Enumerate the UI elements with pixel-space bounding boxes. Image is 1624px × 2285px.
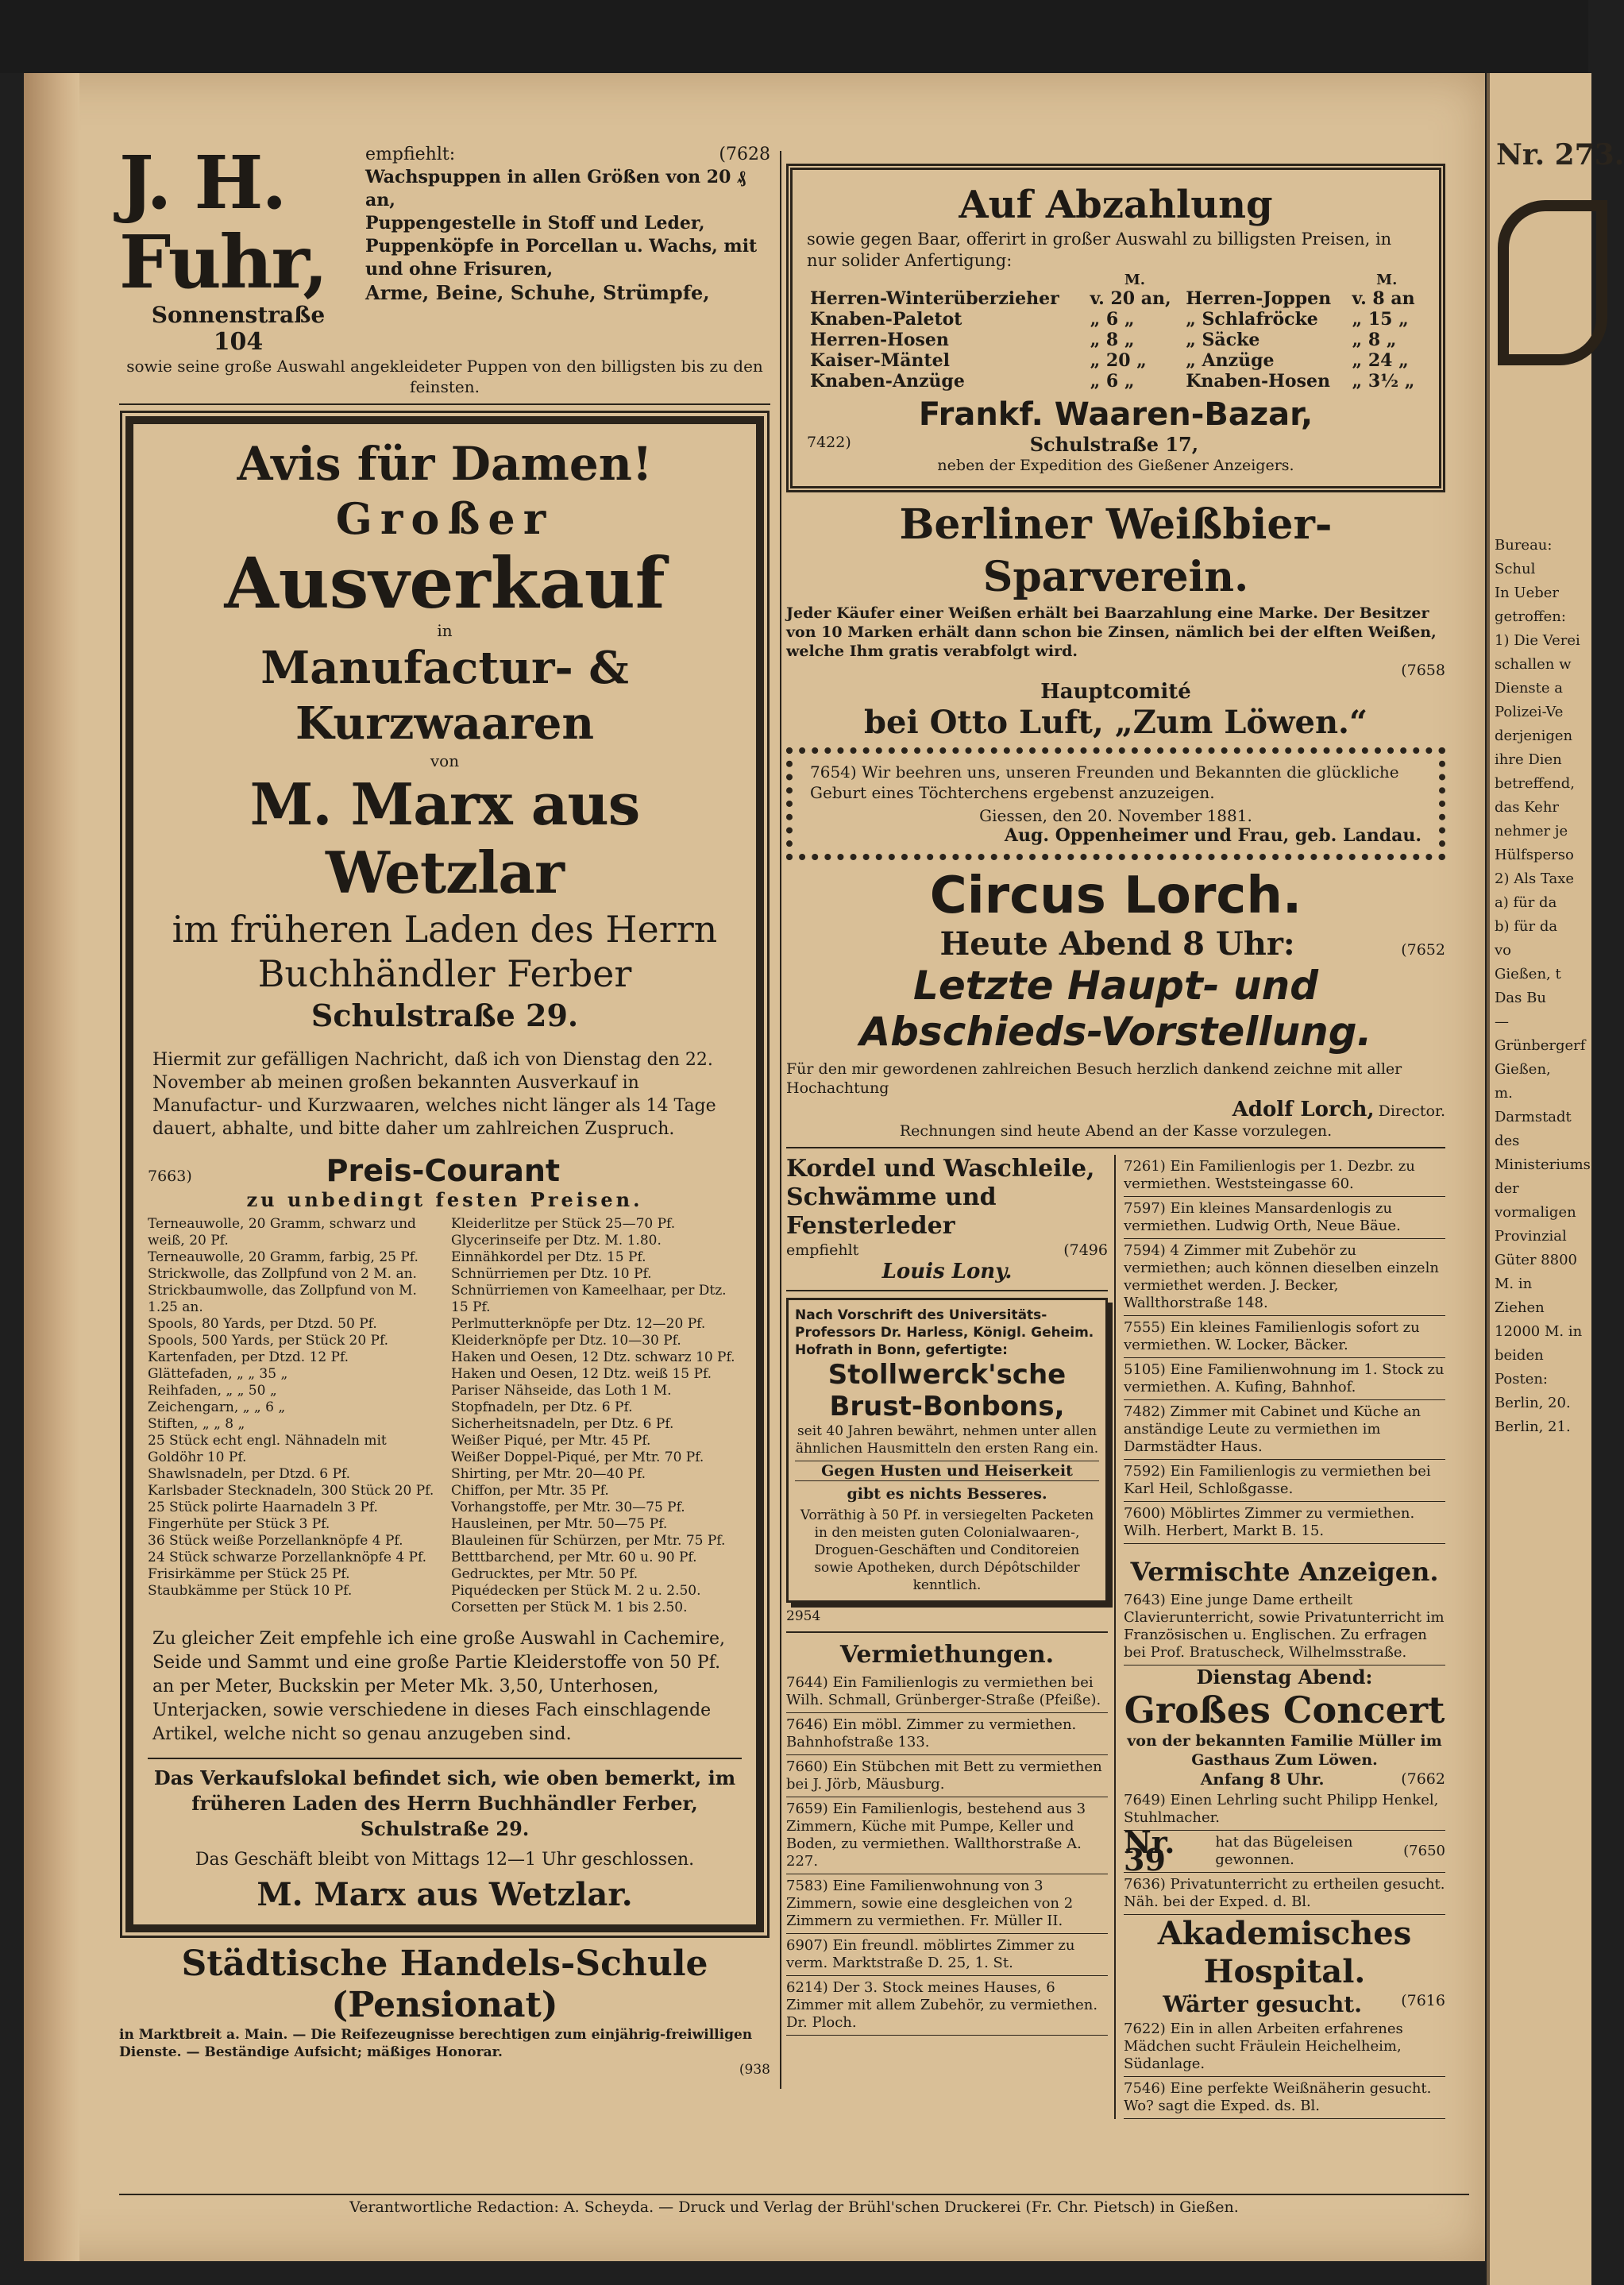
right-column (786, 159, 1445, 2119)
rental-ad: 7555) Ein kleines Familienlogis sofort zu vermiethen. W. Locker, Bäcker. (1124, 1316, 1445, 1358)
abzahlung-item: Herren-Hosen (810, 330, 949, 350)
marx-von: von (430, 751, 460, 770)
stollwerck-since: seit 40 Jahren bewährt, nehmen unter allen ähnlichen Hausmitteln den ersten Rang ein. (795, 1423, 1099, 1457)
divider (119, 403, 770, 405)
price-item: Perlmutterknöpfe per Dtz. 12—20 Pf. (451, 1316, 706, 1332)
price-item: Corsetten per Stück M. 1 bis 2.50. (451, 1600, 688, 1615)
rental-ad: 7482) Zimmer mit Cabinet und Küche an anständige Leute zu vermiethen im Darmstädter Haus. (1124, 1400, 1445, 1460)
fuhr-line3: Puppenköpfe in Porcellan u. Wachs, mit und ohne Frisuren, (365, 236, 758, 280)
price-item: Chiffon, per Mtr. 35 Pf. (451, 1483, 609, 1499)
next-page-line: des Ministeriums der (1495, 1133, 1591, 1197)
price-item: Terneauwolle, 20 Gramm, farbig, 25 Pf. (148, 1249, 419, 1265)
next-page-line: 1) Die Verei (1495, 632, 1580, 649)
stollwerck-against: Gegen Husten und Heiserkeit (795, 1461, 1099, 1481)
price-item: Hausleinen, per Mtr. 50—75 Pf. (451, 1516, 668, 1532)
fuhr-ref: (7628 (719, 145, 770, 164)
price-item: Weißer Piqué, per Mtr. 45 Pf. (451, 1433, 651, 1449)
marx-also: Zu gleicher Zeit empfehle ich eine große Auswahl in Cachemire, Seide und Sammt und eine große Partie Kleiderstoffe von 50 Pf. an per Meter, Buckskin per Meter Mk. 3,50, Unterhosen, Unterjacken, sowie verschiedene in dieses Fach einschlagende Artikel, welche nicht so genau anzugeben sind. (152, 1629, 726, 1744)
lony-ref: (7496 (1063, 1241, 1108, 1259)
price-item: Strickwolle, das Zollpfund von 2 M. an. (148, 1266, 417, 1282)
divider (786, 1147, 1445, 1148)
stollwerck-name1: Stollwerck'sche (827, 1359, 1067, 1391)
circus-ad (786, 867, 1445, 1141)
price-courant-header (148, 1153, 742, 1188)
price-item: Shirting, per Mtr. 20—40 Pf. (451, 1466, 646, 1482)
marx-former1: im früheren Laden des Herrn (172, 908, 718, 951)
rental-ad: 7592) Ein Familienlogis zu vermiethen bei Karl Heil, Schloßgasse. (1124, 1460, 1445, 1502)
lony-title: Kordel und Waschleile, Schwämme und Fensterleder (786, 1155, 1095, 1240)
marx-name: M. Marx aus Wetzlar (249, 770, 640, 906)
next-page-lines (1495, 534, 1591, 1439)
iron-ref: (7650 (1403, 1843, 1445, 1859)
fuhr-ad (119, 140, 770, 356)
abzahlung-row (807, 288, 1425, 309)
price-item: 25 Stück polirte Haarnadeln 3 Pf. (148, 1500, 378, 1515)
abzahlung-item: „ Anzüge (1186, 350, 1275, 371)
fuhr-line5: sowie seine große Auswahl angekleideter Puppen von den billigsten bis zu den feinsten. (126, 357, 763, 396)
iron-number: Nr. 39 (1124, 1824, 1175, 1878)
rental-ad: 7646) Ein möbl. Zimmer zu vermiethen. Bahnhofstraße 133. (786, 1713, 1108, 1755)
price-item: 25 Stück echt engl. Nähnadeln mit Goldöhr 10 Pf. (148, 1433, 387, 1465)
next-page-line: beiden Posten: (1495, 1347, 1548, 1388)
abzahlung-price: „ 20 „ (1090, 350, 1147, 371)
column-rule (780, 151, 781, 2089)
misc-iron-row (1124, 1824, 1445, 1878)
price-item: Glycerinseife per Dtz. M. 1.80. (451, 1233, 662, 1249)
rental-ad: 5105) Eine Familienwohnung im 1. Stock zu vermiethen. A. Kufing, Bahnhof. (1124, 1358, 1445, 1400)
marx-location: Das Verkaufslokal befindet sich, wie oben bemerkt, im früheren Laden des Herrn Buchhändler Ferber, Schulstraße 29. (153, 1766, 736, 1840)
birth-ref: 7654) (810, 762, 857, 782)
price-item: Gedrucktes, per Mtr. 50 Pf. (451, 1566, 638, 1582)
rental-ad: 7600) Möblirtes Zimmer zu vermiethen. Wilh. Herbert, Markt B. 15. (1124, 1502, 1445, 1544)
price-item: Stopfnadeln, per Dtz. 6 Pf. (451, 1399, 633, 1415)
abzahlung-row (807, 309, 1425, 330)
rentals-list-left (786, 1671, 1108, 2036)
abzahlung-item: Knaben-Paletot (810, 309, 962, 330)
abzahlung-firm: Frankf. Waaren-Bazar, (918, 396, 1313, 433)
marx-goods: Manufactur- & Kurzwaaren (260, 642, 629, 750)
next-page-title-initial (1498, 200, 1607, 365)
marx-intro: Hiermit zur gefälligen Nachricht, daß ich von Dienstag den 22. November ab meinen großen bekannten Ausverkauf in Manufactur- und Kurzwaaren, welches nicht länger als 14 Tage dauert, abhalte, und bitte daher um zahlreichen Zuspruch. (152, 1050, 716, 1139)
abzahlung-item: Herren-Winterüberzieher (810, 288, 1059, 309)
price-list-right (451, 1216, 742, 1616)
rental-ad: 6907) Ein freundl. möblirtes Zimmer zu verm. Marktstraße D. 25, 1. St. (786, 1934, 1108, 1976)
abzahlung-street: Schulstraße 17, (1029, 433, 1199, 456)
misc-apprentice: 7649) Einen Lehrling sucht Philipp Henkel, Stuhlmacher. (1124, 1789, 1445, 1831)
next-page-line: getroffen: (1495, 608, 1566, 625)
price-item: Haken und Oesen, 12 Dtz. schwarz 10 Pf. (451, 1349, 735, 1365)
misc-seamstress: 7546) Eine perfekte Weißnäherin gesucht. Wo? sagt die Exped. ds. Bl. (1124, 2077, 1445, 2119)
circus-sign-row (786, 1098, 1445, 1121)
stollwerck-best: gibt es nichts Besseres. (847, 1485, 1047, 1503)
fuhr-number: 104 (213, 328, 264, 356)
divider (148, 1758, 742, 1759)
marx-avis: Avis für Damen! (237, 437, 653, 491)
marx-ref: 7663) (148, 1168, 192, 1185)
abzahlung-item: „ Schlafröcke (1186, 309, 1318, 330)
birth-sign: Aug. Oppenheimer und Frau, geb. Landau. (1004, 825, 1421, 846)
next-page-issue: Nr. 273. (1496, 138, 1624, 172)
concert-day: Dienstag Abend: (1196, 1666, 1373, 1689)
pc-title: Preis-Courant (326, 1153, 561, 1188)
price-item: Sicherheitsnadeln, per Dtz. 6 Pf. (451, 1416, 674, 1432)
abzahlung-title: Auf Abzahlung (959, 183, 1273, 227)
circus-ref: (7652 (1401, 941, 1445, 959)
price-item: Spools, 500 Yards, per Stück 20 Pf. (148, 1333, 389, 1349)
price-list-left (148, 1216, 438, 1616)
birth-announcement (786, 747, 1445, 860)
price-item: Strickbaumwolle, das Zollpfund von M. 1.25 an. (148, 1283, 417, 1315)
next-page-line: vo (1495, 942, 1512, 959)
next-page-line: Ziehen 12000 M. in (1495, 1299, 1583, 1340)
abzahlung-price: „ 6 „ (1090, 371, 1135, 392)
price-item: 24 Stück schwarze Porzellanknöpfe 4 Pf. (148, 1550, 427, 1565)
abzahlung-item: Herren-Joppen (1186, 288, 1332, 309)
next-page-line: betreffend, (1495, 775, 1575, 792)
weissbier-where: bei Otto Luft, „Zum Löwen.“ (864, 704, 1367, 741)
price-item: Stiften, „ „ 8 „ (148, 1416, 245, 1432)
stollwerck-ref: 2954 (786, 1608, 821, 1624)
marx-ad (125, 416, 764, 1932)
next-page-line: schallen w (1495, 656, 1572, 673)
rental-ad: 7659) Ein Familienlogis, bestehend aus 3 Zimmern, Küche mit Pumpe, Keller und Boden, zu vermiethen. Wallthorstraße A. 227. (786, 1797, 1108, 1874)
price-item: 36 Stück weiße Porzellanknöpfe 4 Pf. (148, 1533, 403, 1549)
abzahlung-ref: 7422) (807, 434, 851, 451)
marx-street: Schulstraße 29. (311, 998, 579, 1033)
hospital-title: Akademisches Hospital. (1157, 1915, 1412, 1990)
stollwerck-name2: Brust-Bonbons, (829, 1391, 1065, 1422)
next-page-line: Gießen, (1495, 1061, 1551, 1078)
currency-header: M. (1376, 272, 1398, 288)
abzahlung-price: „ 6 „ (1090, 309, 1135, 330)
price-item: Glättefaden, „ „ 35 „ (148, 1366, 288, 1382)
price-item: Blauleinen für Schürzen, per Mtr. 75 Pf. (451, 1533, 726, 1549)
circus-thanks: Für den mir gewordenen zahlreichen Besuch herzlich dankend zeichne mit aller Hochachtung (786, 1060, 1402, 1097)
concert-time: Anfang 8 Uhr. (1200, 1770, 1325, 1789)
pc-subtitle: zu unbedingt festen Preisen. (246, 1188, 643, 1211)
abzahlung-item: Knaben-Anzüge (810, 371, 965, 392)
fuhr-recommends: empfiehlt: (365, 145, 456, 164)
stollwerck-intro: Nach Vorschrift des Universitäts-Professors Dr. Harless, Königl. Geheim. Hofrath in Bonn, gefertigte: (795, 1307, 1094, 1358)
handelsschule-ad (119, 1943, 770, 2079)
abzahlung-price: v. 8 an (1352, 288, 1415, 309)
next-page-line: nehmer je (1495, 823, 1568, 840)
price-item: Einnähkordel per Dtz. 15 Pf. (451, 1249, 646, 1265)
next-page-line: vormaligen Provinzial (1495, 1204, 1576, 1245)
next-page-line: Dienste a (1495, 680, 1564, 697)
price-item: Vorhangstoffe, per Mtr. 30—75 Pf. (451, 1500, 685, 1515)
price-item: Piquédecken per Stück M. 2 u. 2.50. (451, 1583, 701, 1599)
price-list (148, 1216, 742, 1616)
classifieds-right (1124, 1155, 1445, 2119)
circus-tonight-row (786, 925, 1445, 963)
price-item: Betttbarchend, per Mtr. 60 u. 90 Pf. (451, 1550, 697, 1565)
price-item: Karlsbader Stecknadeln, 300 Stück 20 Pf. (148, 1483, 434, 1499)
next-page-line: ihre Dien (1495, 751, 1562, 768)
stollwerck-ad (786, 1298, 1108, 1603)
next-page-line: 2) Als Taxe (1495, 870, 1575, 887)
fuhr-brand (119, 140, 357, 356)
next-page-line: derjenigen (1495, 728, 1573, 744)
lony-row (786, 1241, 1108, 1260)
price-item: Kleiderknöpfe per Dtz. 10—30 Pf. (451, 1333, 681, 1349)
rental-ad: 7594) 4 Zimmer mit Zubehör zu vermiethen; auch können dieselben einzeln vermiethet werden. J. Becker, Wallthorstraße 148. (1124, 1239, 1445, 1316)
warden-text: Wärter gesucht. (1163, 1991, 1362, 2017)
next-page-line: Gießen, t (1495, 966, 1561, 982)
abzahlung-rows (807, 288, 1425, 392)
price-item: Terneauwolle, 20 Gramm, schwarz und weiß, 20 Pf. (148, 1216, 416, 1249)
abzahlung-price: „ 8 „ (1352, 330, 1397, 350)
next-page-line: b) für da (1495, 918, 1558, 935)
next-page-line: In Ueber (1495, 585, 1560, 601)
next-page-line: a) für da (1495, 894, 1557, 911)
fuhr-line2: Puppengestelle in Stoff und Leder, (365, 213, 705, 234)
price-item: Kleiderlitze per Stück 25—70 Pf. (451, 1216, 676, 1232)
next-page-line: Hülfsperso (1495, 847, 1574, 863)
price-item: Fingerhüte per Stück 3 Pf. (148, 1516, 330, 1532)
rental-ad: 6214) Der 3. Stock meines Hauses, 6 Zimmer mit allem Zubehör, zu vermiethen. Dr. Ploch. (786, 1976, 1108, 2036)
scan-background (0, 0, 1588, 73)
imprint-footer: Verantwortliche Redaction: A. Scheyda. — Druck und Verlag der Brühl'schen Druckerei (Fr. Chr. Pietsch) in Gießen. (119, 2194, 1469, 2216)
rentals-title: Vermiethungen. (839, 1641, 1055, 1669)
birth-text-row (810, 762, 1421, 803)
price-item: Haken und Oesen, 12 Dtz. weiß 15 Pf. (451, 1366, 712, 1382)
fuhr-street: Sonnenstraße (151, 302, 326, 328)
abzahlung-table (807, 272, 1425, 392)
price-item: Pariser Nähseide, das Loth 1 M. (451, 1383, 672, 1399)
fuhr-line1: Wachspuppen in allen Größen von 20 ₰ an, (365, 167, 746, 210)
misc-title: Vermischte Anzeigen. (1130, 1557, 1439, 1587)
stollwerck-stock: Vorräthig à 50 Pf. in versiegelten Packeten in den meisten guten Colonialwaaren-, Droguen-Geschäften und Conditoreien sowie Apotheken, durch Dépôtschilder kenntlich. (800, 1507, 1094, 1593)
next-page-line: Güter 8800 M. in (1495, 1252, 1577, 1292)
birth-place: Giessen, den 20. November 1881. (979, 806, 1252, 825)
rentals-list-right (1124, 1155, 1445, 1544)
next-page-line: Bureau: Schul (1495, 537, 1553, 577)
next-page-line: das Kehr (1495, 799, 1560, 816)
circus-show: Letzte Haupt- und Abschieds-Vorstellung. (859, 963, 1372, 1055)
handelsschule-text: in Marktbreit a. Main. — Die Reifezeugnisse berechtigen zum einjährig-freiwilligen Dienste. — Beständige Aufsicht; mäßiges Honorar. (119, 2027, 753, 2060)
next-page-line: m. Darmstadt (1495, 1085, 1572, 1125)
concert-ref: (7662 (1401, 1770, 1445, 1788)
abzahlung-ad (786, 164, 1445, 492)
abzahlung-row (807, 350, 1425, 371)
price-item: Kartenfaden, per Dtzd. 12 Pf. (148, 1349, 349, 1365)
price-item: Weißer Doppel-Piqué, per Mtr. 70 Pf. (451, 1449, 704, 1465)
fuhr-line4: Arme, Beine, Schuhe, Strümpfe, (365, 281, 710, 304)
abzahlung-price: „ 24 „ (1352, 350, 1409, 371)
next-page-line: Berlin, 20. (1495, 1395, 1571, 1411)
rental-ad: 7644) Ein Familienlogis zu vermiethen bei Wilh. Schmall, Grünberger-Straße (Pfeiße). (786, 1671, 1108, 1713)
classifieds-left (786, 1155, 1116, 2119)
abzahlung-row (807, 371, 1425, 392)
iron-text: hat das Bügeleisen gewonnen. (1215, 1834, 1353, 1868)
price-item: Reihfaden, „ „ 50 „ (148, 1383, 277, 1399)
price-item: Zeichengarn, „ „ 6 „ (148, 1399, 286, 1415)
concert-time-row (1124, 1770, 1445, 1789)
misc-girl: 7622) Ein in allen Arbeiten erfahrenes Mädchen sucht Fräulein Heichelheim, Südanlage. (1124, 2017, 1445, 2077)
divider (786, 1631, 1108, 1633)
rental-ad: 7660) Ein Stübchen mit Bett zu vermiethen bei J. Jörb, Mäusburg. (786, 1755, 1108, 1797)
abzahlung-near: neben der Expedition des Gießener Anzeigers. (937, 457, 1294, 474)
abzahlung-item: Kaiser-Mäntel (810, 350, 950, 371)
circus-bills: Rechnungen sind heute Abend an der Kasse vorzulegen. (899, 1122, 1333, 1140)
marx-sign: M. Marx aus Wetzlar. (257, 1876, 633, 1913)
abzahlung-intro: sowie gegen Baar, offerirt in großer Auswahl zu billigsten Preisen, in nur solider Anfertigung: (807, 230, 1392, 270)
warden-ref: (7616 (1401, 1992, 1445, 2009)
misc-private: 7636) Privatunterricht zu ertheilen gesucht. Näh. bei der Exped. d. Bl. (1124, 1873, 1445, 1915)
currency-header: M. (1124, 272, 1146, 288)
next-page-line: Berlin, 21. (1495, 1418, 1571, 1435)
left-column (119, 140, 770, 2079)
warden-row (1124, 1991, 1445, 2017)
lony-name: Louis Lony. (881, 1260, 1013, 1283)
misc-teacher: 7643) Eine junge Dame ertheilt Clavierunterricht, sowie Privatunterricht im Französischen u. Englischen. Zu erfragen bei Prof. Bratuscheck, Wilhelmsstraße. (1124, 1588, 1445, 1666)
weissbier-title: Berliner Weißbier-Sparverein. (899, 500, 1333, 601)
abzahlung-item: „ Säcke (1186, 330, 1260, 350)
price-item: Spools, 80 Yards, per Dtzd. 50 Pf. (148, 1316, 377, 1332)
divider (786, 1290, 1108, 1291)
price-item: Shawlsnadeln, per Dtzd. 6 Pf. (148, 1466, 350, 1482)
price-item: Schnürriemen von Kameelhaar, per Dtz. 15 Pf. (451, 1283, 727, 1315)
weissbier-ad (786, 499, 1445, 741)
rental-ad: 7597) Ein kleines Mansardenlogis zu vermiethen. Ludwig Orth, Neue Bäue. (1124, 1197, 1445, 1239)
abzahlung-price: „ 15 „ (1352, 309, 1409, 330)
abzahlung-price: v. 20 an, (1090, 288, 1171, 309)
next-page-line: Polizei-Ve (1495, 704, 1564, 720)
abzahlung-item: Knaben-Hosen (1186, 371, 1330, 392)
abzahlung-row (807, 330, 1425, 350)
page-binding (24, 73, 79, 2261)
concert-text: von der bekannten Familie Müller im Gasthaus Zum Löwen. (1127, 1732, 1442, 1769)
handelsschule-title: Städtische Handels-Schule (Pensionat) (181, 1943, 708, 2025)
handelsschule-ref: (938 (739, 2062, 770, 2078)
circus-title: Circus Lorch. (929, 867, 1302, 925)
next-page-edge (1487, 73, 1624, 2285)
lony-recommends: empfiehlt (786, 1241, 859, 1259)
next-page-line: Das Bu (1495, 990, 1546, 1006)
weissbier-text: Jeder Käufer einer Weißen erhält bei Baarzahlung eine Marke. Der Besitzer von 10 Marken erhält dann schon bie Zinsen, nämlich bei der elften Weißen, welche Ihm gratis verabfolgt wird. (786, 604, 1437, 660)
marx-closed: Das Geschäft bleibt von Mittags 12—1 Uhr geschlossen. (195, 1850, 695, 1870)
classifieds (786, 1155, 1445, 2119)
abzahlung-price: „ 8 „ (1090, 330, 1135, 350)
marx-ausverkauf: Ausverkauf (224, 542, 665, 624)
marx-grosser: Großer (335, 493, 554, 544)
price-item: Schnürriemen per Dtz. 10 Pf. (451, 1266, 652, 1282)
rental-ad: 7261) Ein Familienlogis per 1. Dezbr. zu vermiethen. Weststeingasse 60. (1124, 1155, 1445, 1197)
concert-title: Großes Concert (1124, 1689, 1445, 1731)
rental-ad: 7583) Eine Familienwohnung von 3 Zimmern, sowie eine desgleichen von 2 Zimmern zu vermiethen. Fr. Müller II. (786, 1874, 1108, 1934)
birth-text: Wir beehren uns, unseren Freunden und Bekannten die glückliche Geburt eines Töchterchens ergebenst anzuzeigen. (810, 762, 1399, 802)
circus-director: Director. (1378, 1102, 1445, 1120)
circus-tonight: Heute Abend 8 Uhr: (939, 925, 1295, 963)
price-item: Staubkämme per Stück 10 Pf. (148, 1583, 353, 1599)
weissbier-committee: Hauptcomité (1040, 680, 1191, 704)
weissbier-ref: (7658 (1401, 662, 1445, 679)
price-item: Frisirkämme per Stück 25 Pf. (148, 1566, 350, 1582)
next-page-line: — Grünbergerf (1495, 1013, 1586, 1054)
abzahlung-street-row (807, 433, 1425, 456)
marx-former2: Buchhändler Ferber (257, 952, 632, 995)
fuhr-items (365, 143, 770, 356)
marx-in: in (437, 621, 453, 640)
abzahlung-price: „ 3½ „ (1352, 371, 1415, 392)
fuhr-name: J. H. Fuhr, (119, 140, 327, 305)
circus-sign: Adolf Lorch, (1232, 1098, 1375, 1121)
